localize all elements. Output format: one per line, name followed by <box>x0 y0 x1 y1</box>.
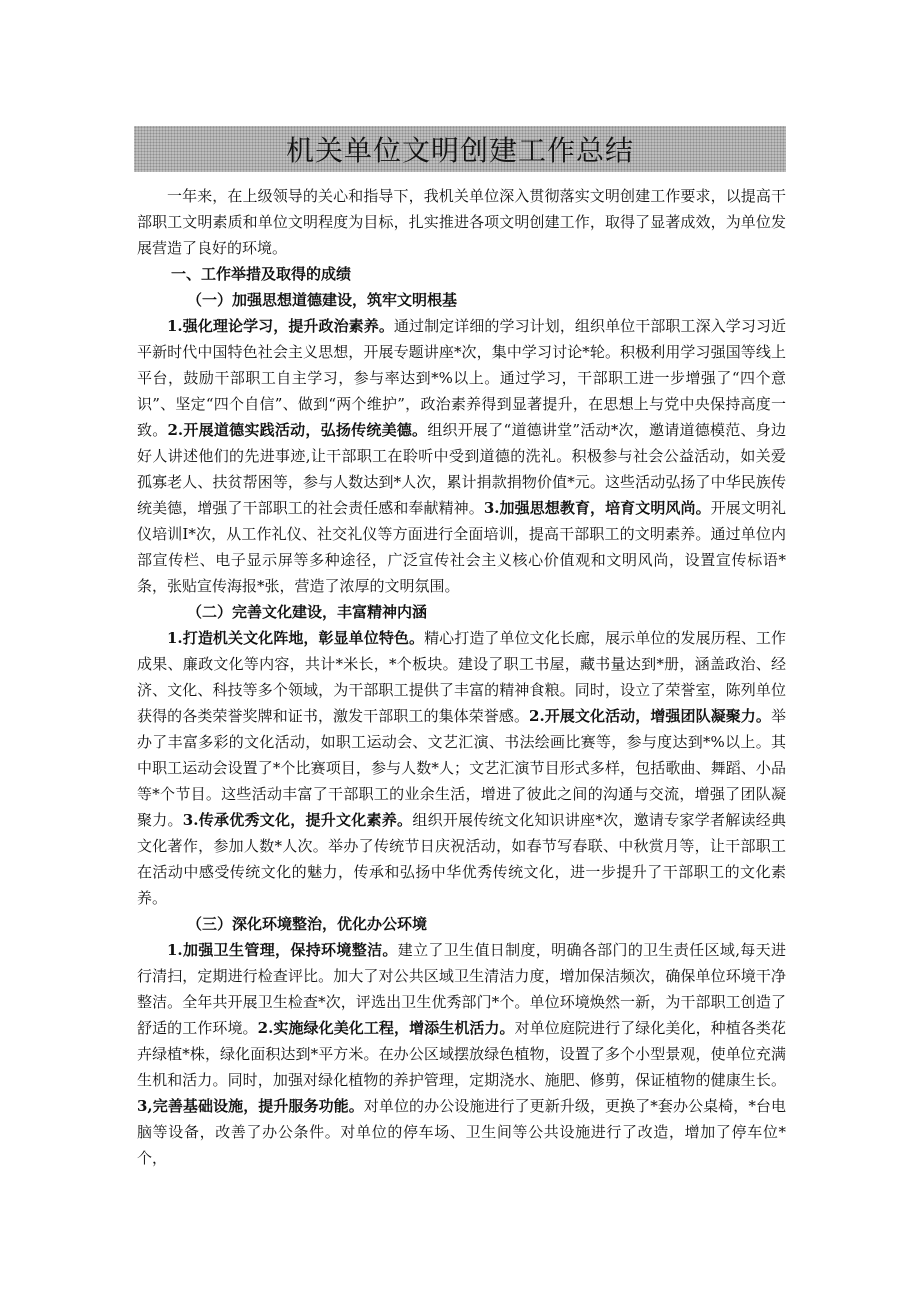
item-text: 对单位庭院进行了绿化美化，种植各类花卉绿植*株，绿化面积达到*平方米。在办公区域摆放绿色植物，设置了多个小型景观，使单位充满生机和活力。同时，加强对绿化植物的养护管理，定期浇水、施肥、修剪，保证植物的健康生长。 <box>137 1019 786 1089</box>
item-lead: 2.开展文化活动，增强团队凝聚力。 <box>529 707 771 725</box>
item-text: 精心打造了单位文化长廊，展示单位的发展历程、工作成果、廉政文化等内容，共计*米长，*个板块。建设了职工书屋，藏书量达到*册，涵盖政治、经济、文化、科技等多个领域，为干部职工提供了丰富的精神食粮。同时，设立了荣誉室，陈列单位获得的各类荣誉奖牌和证书，激发干部职工的集体荣誉感。 <box>137 629 786 725</box>
subsection-paragraph <box>137 625 786 911</box>
subsection-heading: （一）加强思想道德建设，筑牢文明根基 <box>187 291 458 309</box>
section-heading: 一、工作举措及取得的成绩 <box>171 265 352 283</box>
item-lead: 2.开展道德实践活动，弘扬传统美德。 <box>167 421 428 439</box>
document-body <box>137 183 786 1171</box>
item-text: 举办了丰富多彩的文化活动，如职工运动会、文艺汇演、书法绘画比赛等，参与度达到*%以上。其中职工运动会设置了*个比赛项目，参与人数*人；文艺汇演节目形式多样，包括歌曲、舞蹈、小品等*个节目。这些活动丰富了干部职工的业余生活，增进了彼此之间的沟通与交流，增强了团队凝聚力。 <box>137 707 786 829</box>
item-lead: 1.打造机关文化阵地，彰显单位特色。 <box>167 629 425 647</box>
title-banner <box>134 126 786 172</box>
item-text: 建立了卫生值日制度，明确各部门的卫生责任区域,每天进行清扫，定期进行检查评比。加大了对公共区域卫生清洁力度，增加保洁频次，确保单位环境干净整洁。全年共开展卫生检查*次，评选出卫生优秀部门*个。单位环境焕然一新，为干部职工创造了舒适的工作环境。 <box>137 941 786 1037</box>
item-lead: 1.加强卫生管理，保持环境整洁。 <box>167 941 398 959</box>
item-text: 对单位的办公设施进行了更新升级，更换了*套办公桌椅，*台电脑等设备，改善了办公条件。对单位的停车场、卫生间等公共设施进行了改造，增加了停车位*个， <box>137 1097 786 1167</box>
item-text: 组织开展了“道德讲堂”活动*次，邀请道德模范、身边好人讲述他们的先进事迹,让干部职工在聆听中受到道德的洗礼。积极参与社会公益活动，如关爱孤寡老人、扶贫帮困等，参与人数达到*人次，累计捐款捐物价值*元。这些活动弘扬了中华民族传统美德，增强了干部职工的社会责任感和奉献精神。 <box>137 421 786 517</box>
item-text: 开展文明礼仪培训I*次，从工作礼仪、社交礼仪等方面进行全面培训，提高干部职工的文明素养。通过单位内部宣传栏、电子显示屏等多种途径，广泛宣传社会主义核心价值观和文明风尚，设置宣传标语*条，张贴宣传海报*张，营造了浓厚的文明氛围。 <box>137 499 786 595</box>
item-lead: 1.强化理论学习，提升政治素养。 <box>167 317 394 335</box>
document-title: 机关单位文明创建工作总结 <box>285 134 634 167</box>
item-lead: 3.传承优秀文化，提升文化素养。 <box>182 811 413 829</box>
subsection-heading: （三）深化环境整治，优化办公环境 <box>187 915 428 933</box>
item-text: 通过制定详细的学习计划，组织单位干部职工深入学习习近平新时代中国特色社会主义思想，开展专题讲座*次，集中学习讨论*轮。积极利用学习强国等线上平台，鼓励干部职工自主学习，参与率达到*%以上。通过学习，干部职工进一步增强了“四个意识”、坚定“四个自信”、做到“两个维护”，政治素养得到显著提升，在思想上与党中央保持高度一致。 <box>137 317 786 439</box>
subsection-paragraph <box>137 937 786 1171</box>
subsection-heading: （二）完善文化建设，丰富精神内涵 <box>187 603 428 621</box>
item-lead: 2.实施绿化美化工程，增添生机活力。 <box>257 1019 515 1037</box>
item-lead: 3.加强思想教育，培育文明风尚。 <box>483 499 711 517</box>
intro-paragraph: 一年来，在上级领导的关心和指导下，我机关单位深入贯彻落实文明创建工作要求，以提高干部职工文明素质和单位文明程度为目标，扎实推进各项文明创建工作，取得了显著成效，为单位发展营造了良好的环境。 <box>137 187 786 257</box>
item-text: 组织开展传统文化知识讲座*次，邀请专家学者解读经典文化著作，参加人数*人次。举办了传统节日庆祝活动，如春节写春联、中秋赏月等，让干部职工在活动中感受传统文化的魅力，传承和弘扬中华优秀传统文化，进一步提升了干部职工的文化素养。 <box>137 811 786 907</box>
item-lead: 3,完善基础设施，提升服务功能。 <box>137 1097 364 1115</box>
subsection-paragraph <box>137 313 786 599</box>
